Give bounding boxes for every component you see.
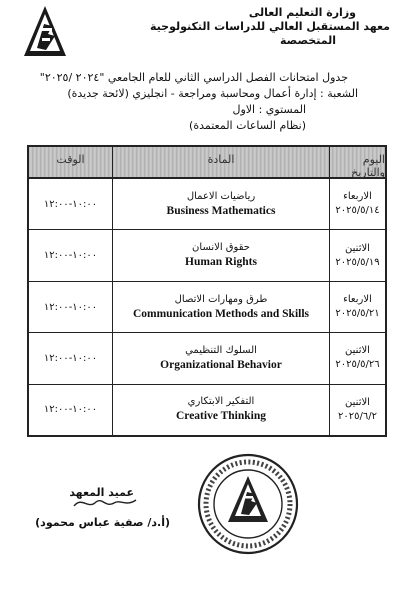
institute-stamp (196, 452, 300, 556)
subject-arabic: السلوك التنظيمي (185, 344, 257, 356)
subject-cell (112, 333, 329, 383)
table-header (29, 147, 385, 179)
table-row (29, 179, 385, 230)
subject-arabic: التفكير الابتكاري (187, 396, 255, 408)
day-date-cell (329, 179, 385, 229)
exam-day: الاربعاء (343, 294, 372, 306)
exam-day: الاثنين (345, 242, 370, 254)
exam-day: الاثنين (345, 396, 370, 408)
header-time: الوقت (56, 153, 85, 166)
subject-arabic: رياضيات الاعمال (186, 190, 256, 202)
subject-english: Business Mathematics (166, 204, 276, 217)
subject-english: Organizational Behavior (160, 358, 282, 371)
ministry-name: وزارة التعليم العالى (248, 6, 356, 19)
subject-english: Human Rights (185, 256, 257, 269)
dean-signature (70, 494, 142, 512)
dean-name: (أ.د/ صفية عباس محمود) (35, 516, 170, 529)
exam-date: ٢٠٢٥/٦/٢ (338, 410, 377, 422)
level-line: المستوي : الاول (232, 103, 306, 116)
exam-day: الاربعاء (343, 191, 372, 203)
time-cell: ١٠:٠٠-١٢:٠٠ (43, 352, 98, 364)
subject-cell (112, 179, 329, 229)
division-line: الشعبة : إدارة أعمال ومحاسبة ومراجعة - انجليزي (لائحة جديدة) (67, 87, 358, 100)
time-cell: ١٠:٠٠-١٢:٠٠ (43, 404, 98, 416)
time-cell: ١٠:٠٠-١٢:٠٠ (43, 301, 98, 313)
day-date-cell (329, 333, 385, 383)
institute-header (130, 6, 390, 48)
header-day-date: اليوم والتاريخ (329, 147, 385, 177)
table-row (29, 230, 385, 281)
schedule-titles (20, 70, 376, 134)
subject-cell (112, 282, 329, 332)
table-row (29, 282, 385, 333)
subject-arabic: حقوق الانسان (192, 242, 250, 254)
time-cell: ١٠:٠٠-١٢:٠٠ (43, 198, 98, 210)
header-subject: المادة (112, 147, 329, 177)
table-row (29, 385, 385, 435)
time-cell: ١٠:٠٠-١٢:٠٠ (43, 250, 98, 262)
schedule-table (27, 145, 387, 437)
exam-date: ٢٠٢٥/٥/١٤ (335, 205, 380, 217)
subject-english: Communication Methods and Skills (132, 307, 310, 320)
day-date-cell (329, 385, 385, 435)
subject-cell (112, 230, 329, 280)
institute-name-cont: المتخصصة (279, 34, 336, 47)
exam-date: ٢٠٢٥/٥/٢١ (335, 308, 380, 320)
schedule-title: جدول امتحانات الفصل الدراسي الثاني للعام الجامعي "٢٠٢٤ /٢٠٢٥" (39, 71, 348, 84)
dean-title: عميد المعهد (69, 486, 134, 499)
subject-arabic: طرق ومهارات الاتصال (174, 293, 268, 305)
subject-english: Creative Thinking (176, 410, 266, 423)
exam-date: ٢٠٢٥/٥/٢٦ (335, 359, 380, 371)
exam-day: الاثنين (345, 345, 370, 357)
system-line: (نظام الساعات المعتمدة) (189, 119, 306, 132)
exam-date: ٢٠٢٥/٥/١٩ (335, 256, 380, 268)
subject-cell (112, 385, 329, 435)
institute-name: معهد المستقبل العالي للدراسات التكنولوجية (149, 20, 390, 33)
day-date-cell (329, 282, 385, 332)
day-date-cell (329, 230, 385, 280)
institute-logo (22, 4, 68, 60)
table-row (29, 333, 385, 384)
